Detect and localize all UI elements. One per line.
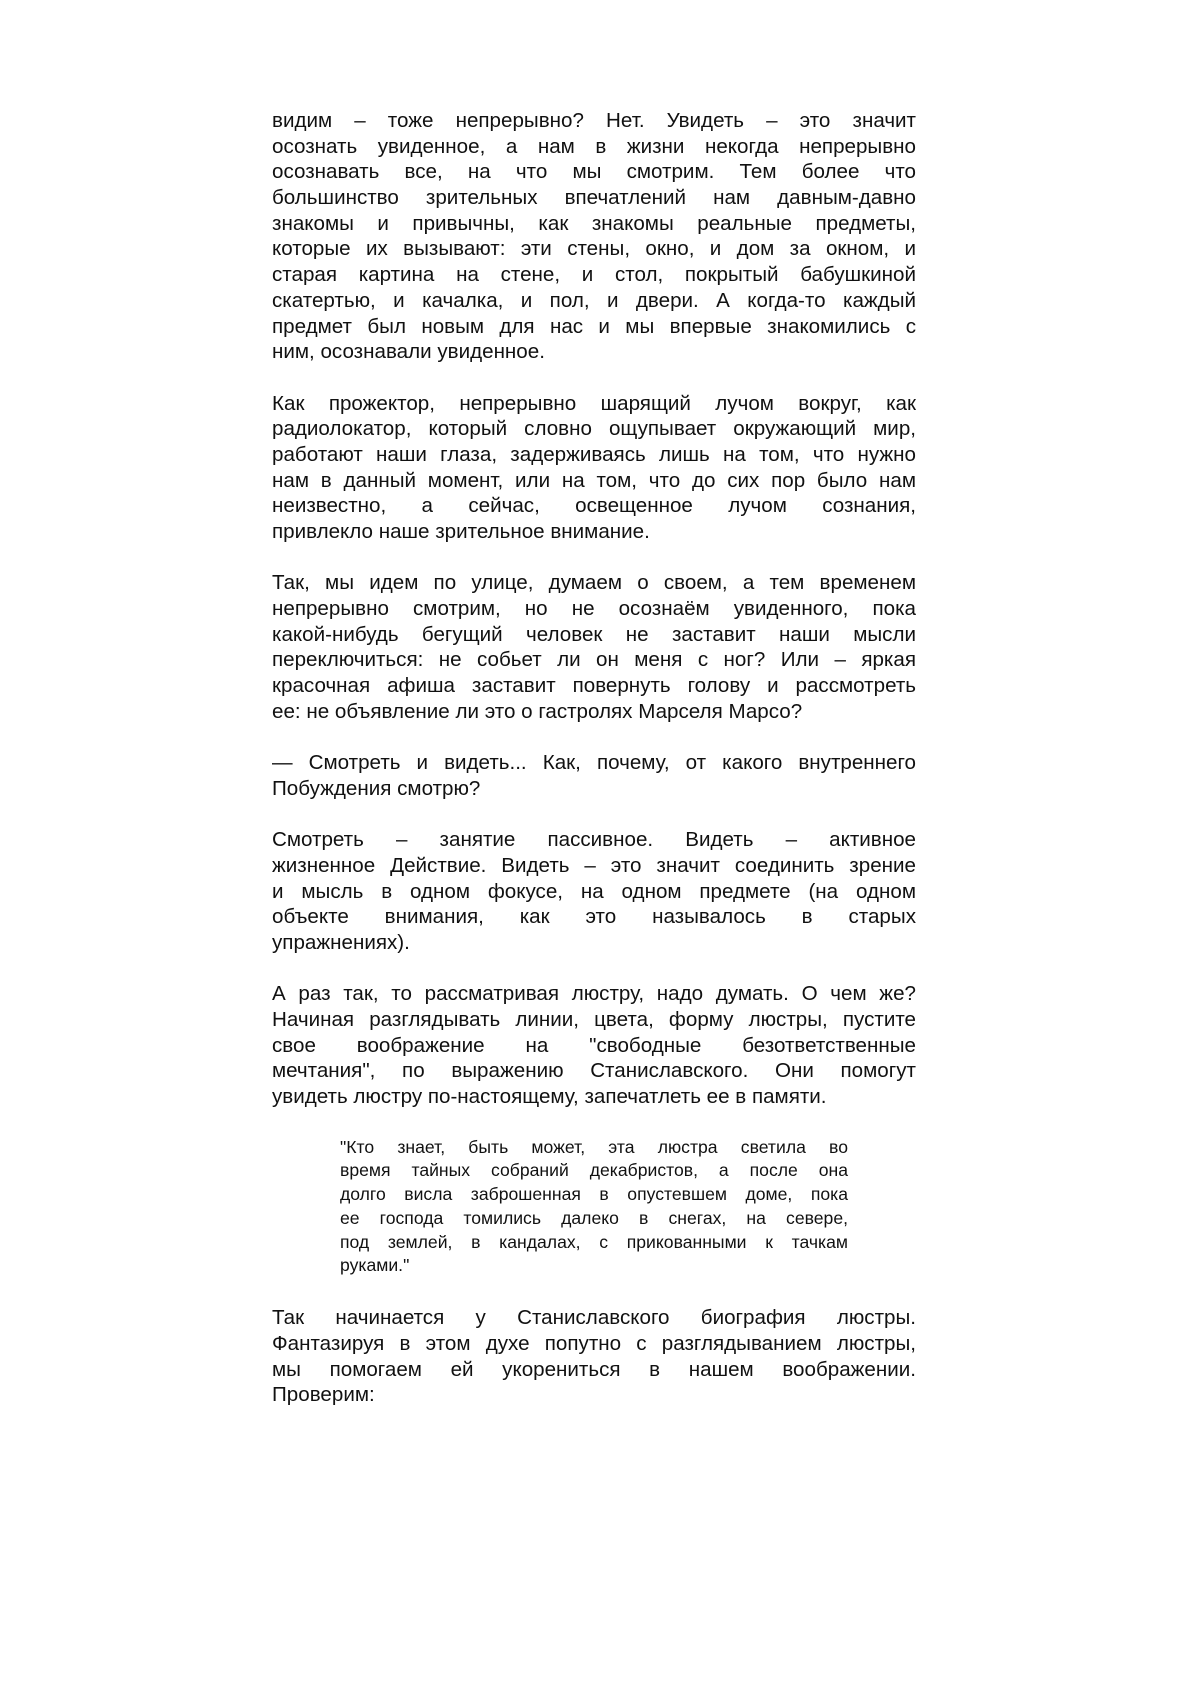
text-line: упражнениях). [272,930,916,956]
paragraph [272,391,916,545]
text-line: и мысль в одном фокусе, на одном предмете (на одном [272,879,916,905]
paragraph [272,108,916,365]
text-line: нам в данный момент, или на том, что до сих пор было нам [272,468,916,494]
text-line: руками." [340,1254,848,1278]
text-line: непрерывно смотрим, но не осознаём увиденного, пока [272,596,916,622]
text-line: увидеть люстру по-настоящему, запечатлеть ее в памяти. [272,1084,916,1110]
text-line: неизвестно, а сейчас, освещенное лучом сознания, [272,493,916,519]
text-line: видим – тоже непрерывно? Нет. Увидеть – это значит [272,108,916,134]
text-line: привлекло наше зрительное внимание. [272,519,916,545]
text-line: радиолокатор, который словно ощупывает окружающий мир, [272,416,916,442]
text-line: А раз так, то рассматривая люстру, надо думать. О чем же? [272,981,916,1007]
text-line: Проверим: [272,1382,916,1408]
text-line: Так, мы идем по улице, думаем о своем, а тем временем [272,570,916,596]
text-line: под землей, в кандалах, с прикованными к тачкам [340,1231,848,1255]
text-line: знакомы и привычны, как знакомы реальные предметы, [272,211,916,237]
text-line: долго висла заброшенная в опустевшем доме, пока [340,1183,848,1207]
text-line: Начиная разглядывать линии, цвета, форму люстры, пустите [272,1007,916,1033]
text-line: Фантазируя в этом духе попутно с разглядыванием люстры, [272,1331,916,1357]
text-line: — Смотреть и видеть... Как, почему, от какого внутреннего [272,750,916,776]
text-line: свое воображение на "свободные безответственные [272,1033,916,1059]
text-line: Как прожектор, непрерывно шарящий лучом вокруг, как [272,391,916,417]
text-line: которые их вызывают: эти стены, окно, и дом за окном, и [272,236,916,262]
text-line: время тайных собраний декабристов, а после она [340,1159,848,1183]
paragraph [272,981,916,1109]
text-line: старая картина на стене, и стол, покрытый бабушкиной [272,262,916,288]
document-page [272,108,916,1434]
text-line: осознавать все, на что мы смотрим. Тем более что [272,159,916,185]
text-line: объекте внимания, как это называлось в старых [272,904,916,930]
text-line: ее господа томились далеко в снегах, на севере, [340,1207,848,1231]
text-line: работают наши глаза, задерживаясь лишь на том, что нужно [272,442,916,468]
text-line: красочная афиша заставит повернуть голову и рассмотреть [272,673,916,699]
text-line: ее: не объявление ли это о гастролях Марселя Марсо? [272,699,916,725]
text-line: большинство зрительных впечатлений нам давным-давно [272,185,916,211]
text-line: мы помогаем ей укорениться в нашем воображении. [272,1357,916,1383]
text-line: какой-нибудь бегущий человек не заставит наши мысли [272,622,916,648]
text-line: Так начинается у Станиславского биография люстры. [272,1305,916,1331]
text-line: осознать увиденное, а нам в жизни некогда непрерывно [272,134,916,160]
text-line: переключиться: не собьет ли он меня с ног? Или – яркая [272,647,916,673]
text-line: Побуждения смотрю? [272,776,916,802]
block-quote [340,1136,848,1279]
text-line: жизненное Действие. Видеть – это значит соединить зрение [272,853,916,879]
text-line: ним, осознавали увиденное. [272,339,916,365]
text-line: скатертью, и качалка, и пол, и двери. А когда-то каждый [272,288,916,314]
paragraph [272,827,916,955]
text-line: Смотреть – занятие пассивное. Видеть – активное [272,827,916,853]
paragraph [272,750,916,801]
text-line: мечтания", по выражению Станиславского. Они помогут [272,1058,916,1084]
text-line: "Кто знает, быть может, эта люстра светила во [340,1136,848,1160]
paragraph [272,1305,916,1408]
paragraph [272,570,916,724]
text-line: предмет был новым для нас и мы впервые знакомились с [272,314,916,340]
